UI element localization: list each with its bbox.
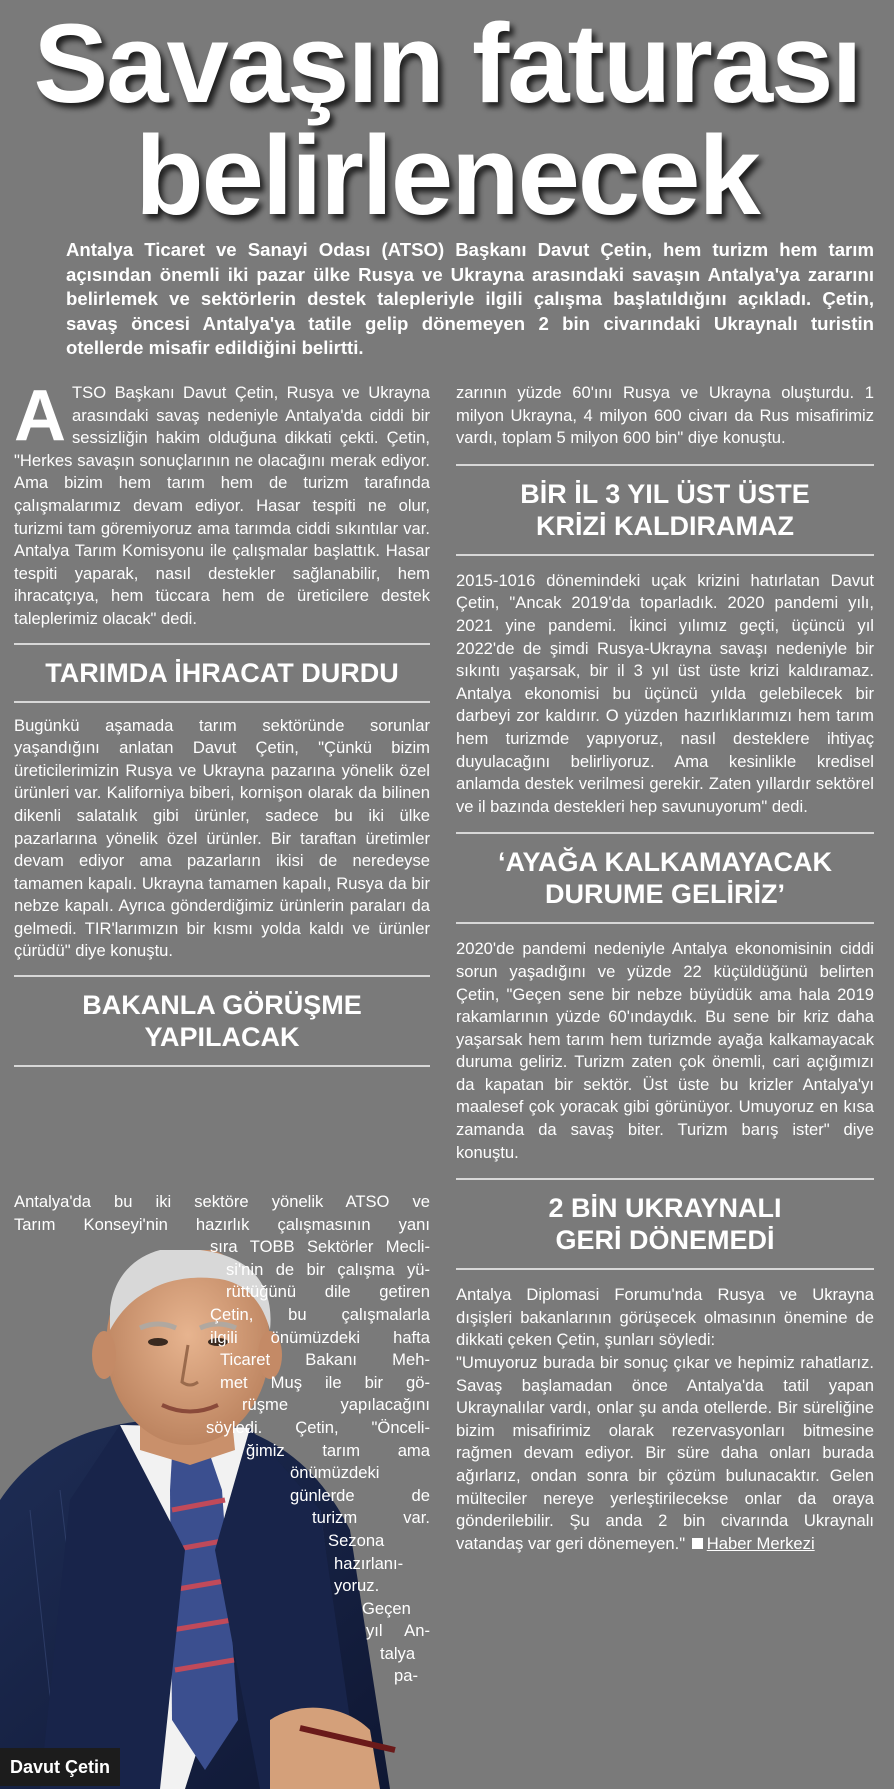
left-column (14, 376, 430, 1067)
wrap-line: yoruz. (334, 1576, 380, 1596)
section-rule (456, 554, 874, 556)
subheading-tarim: TARIMDA İHRACAT DURDU (45, 657, 399, 688)
section-rule (456, 922, 874, 924)
subheading-bakan (14, 977, 430, 1065)
wrap-line: sıra TOBB Sektörler Mecli- (210, 1237, 430, 1257)
drop-cap: A (14, 376, 66, 456)
subheading-bakan-line-1: BAKANLA GÖRÜŞME (82, 990, 362, 1021)
wrap-line: rüşme yapılacağını (242, 1395, 430, 1415)
wrap-line: Antalya'da bu iki sektöre yönelik ATSO ve (14, 1192, 430, 1211)
right-column (456, 382, 874, 1555)
intro-paragraph (14, 376, 430, 631)
subheading-ukrayna-line-1: 2 BİN UKRAYNALI (548, 1193, 782, 1224)
wrap-line: Tarım Konseyi'nin hazırlık çalışmasının yanı (14, 1214, 430, 1234)
headline-line-1: Savaşın faturası (33, 1, 861, 126)
wrap-line: pa- (394, 1666, 418, 1686)
wrap-line: Ticaret Bakanı Meh- (220, 1350, 430, 1370)
wrap-line: Geçen (362, 1598, 411, 1618)
subheading-kriz-line-2: KRİZİ KALDIRAMAZ (536, 510, 794, 541)
ukrayna-quote: "Umuyoruz burada bir sonuç çıkar ve hepimiz rahatlarız. Savaş başlamadan önce Antalya'da tatil yapan Ukraynalılar vardı, onlar şu anda otellerde. Bir süreliğine bizim misafirimiz olarak rezervasyonları bitmesine rağmen devam ediyor. Bir süre daha onları burada ağırlarız, ondan sonra bir çözüm bulunacaktır. Gelen mülteciler nereye yerleştirilecekse onlar da oraya gönderilebilir. Şu anda 2 bin civarında Ukraynalı vatandaş var geri dönemeyen." (456, 1353, 874, 1553)
wrap-line: ilgili önümüzdeki hafta (210, 1327, 430, 1347)
right-top-paragraph: zarının yüzde 60'ını Rusya ve Ukrayna oluşturdu. 1 milyon Ukrayna, 4 milyon 600 civarı da Rus misafirimiz vardı, toplam 5 milyon 600 bin" diye konuştu. (456, 383, 874, 448)
wrap-line: si'nin de bir çalışma yü- (226, 1259, 430, 1279)
ukrayna-paragraph-1: Antalya Diplomasi Forumu'nda Rusya ve Ukrayna dışişleri bakanlarının görüşecek olmasının önemine de dikkati çeken Çetin, şunları söyledi: (456, 1285, 874, 1350)
headline (0, 1, 894, 238)
lead-paragraph: Antalya Ticaret ve Sanayi Odası (ATSO) Başkanı Davut Çetin, hem turizm hem tarım açısından önemli iki pazar ülke Rusya ve Ukrayna arasındaki savaşın Antalya'ya zararını belirlemek ve sektörlerin destek talepleriyle ilgili çalışma başlatıldığını açıkladı. Çetin, savaş öncesi Antalya'ya tatile gelip dönemeyen 2 bin civarındaki Ukraynalı turistin otellerde misafir edildiğini belirtti. (66, 239, 874, 358)
intro-text: TSO Başkanı Davut Çetin, Rusya ve Ukrayna arasındaki savaş nedeniyle Antalya'da ciddi bir sessizliğin hakim olduğuna dikkati çekti. Çetin, "Herkes savaşın sonuçlarının ne olacağını merak ediyor. Ama bizim hem tarım hem de turizm tarafında çalışmalarımız devam ediyor. Hasar tespiti ne olur, turizmi tam göremiyoruz ama tarımda ciddi sıkıntılar var. Antalya Tarım Komisyonu ile çalışmalar başlattık. Hasar tespiti yaparak, nasıl destekler sağlanabilir, hem ihracatçıya, hem tüccara hem de üreticilere destek taleplerimiz olacak" dedi. (14, 383, 430, 628)
kriz-paragraph: 2015-1016 dönemindeki uçak krizini hatırlatan Davut Çetin, "Ancak 2019'da toparladık. 2020 pandemi yılı, 2021 yine pandemi. İkinci yılımız geçti, üçüncü yıl 2022'de de şimdi Rusya-Ukrayna savaşı nedeniyle bir sıkıntı yaşarsak, bir il 3 yıl üst üste krizi kaldıramaz. Antalya ekonomisi bu üçüncü yılda gelebilecek bir darbeyi zor kaldırır. O yüzden hazırlıklarımızı hem tarım hem turizmde yapıyoruz, nasıl desteklere ihtiyaç duyulacağını belirliyoruz. Ama kesinlikle kredisel anlamda destek verilmesi gerekir. Zaten yıllardır sektörel ve il bazında destekleri hep savunuyorum" dedi. (456, 570, 874, 816)
subheading-kriz (456, 466, 874, 554)
subheading-ayaga-line-2: DURUME GELİRİZ’ (545, 879, 785, 910)
subheading-ayaga (456, 834, 874, 922)
wrap-line: söyledi. Çetin, "Önceli- (206, 1417, 430, 1437)
subheading-kriz-line-1: BİR İL 3 YIL ÜST ÜSTE (520, 478, 810, 509)
wrap-line: önümüzdeki (290, 1463, 380, 1483)
ayaga-paragraph: 2020'de pandemi nedeniyle Antalya ekonomisinin ciddi sorun yaşadığını ve yüzde 22 küçüldüğünü belirten Çetin, "Geçen sene bir nebze büyüdük ama hala 2019 rakamlarının yüzde 60'ındaydık. Bu sene bir kriz daha yaşarsak hem tarım hem turizmde ayağa kalkamayacak duruma geliriz. Turizm zaten çok önemli, cari açığımızı da kapatan bir sektör. Üst üste bu krizler Antalya'yı maalesef çok yoracak gibi görünüyor. Umuyoruz en kısa zamanda da savaş biter. Turizm barış ister" diye konuştu. (456, 939, 874, 1162)
wrap-line: met Muş ile bir gö- (220, 1372, 430, 1392)
tarim-paragraph: Bugünkü aşamada tarım sektöründe sorunlar yaşandığını anlatan Davut Çetin, "Çünkü bizim üreticilerimizin Rusya ve Ukrayna pazarına yönelik özel ürünleri var. Kaliforniya biberi, kornişon olarak da bilinen dikenli salatalık gibi ürünler, sadece bu iki ülke pazarlarına yönelik özel ürünler. Bir taraftan üretimler devam ediyor ama pazarların ikisi de neredeyse tamamen kapalı. Ukrayna tamamen kapalı, Rusya da bir nebze kapalı. Ayrıca gönderdiğimiz ürünlerin paraları da gelmedi. TIR'larımızın bir kısmı yolda kaldı ve ürünler çürüdü" diye konuştu. (14, 715, 430, 961)
headline-line-2: belirlenecek (135, 113, 759, 238)
wrap-line: talya (380, 1643, 416, 1663)
signature-square-icon (692, 1538, 703, 1549)
ukrayna-paragraph-2 (456, 1352, 874, 1555)
wrap-line: Çetin, bu çalışmalarla (210, 1304, 430, 1324)
wrap-line: günlerde de (290, 1485, 430, 1505)
wrap-line: hazırlanı- (334, 1553, 404, 1573)
photo-caption: Davut Çetin (0, 1748, 120, 1786)
section-rule (456, 1268, 874, 1270)
byline: Haber Merkezi (706, 1533, 815, 1553)
subheading-ayaga-line-1: ‘AYAĞA KALKAMAYACAK (497, 847, 833, 878)
wrap-line: turizm var. (312, 1508, 430, 1528)
wrap-line: Sezona (328, 1530, 385, 1550)
subheading-ukrayna (456, 1180, 874, 1268)
wrap-line: yıl An- (366, 1621, 430, 1641)
wrap-line: rüttüğünü dile getiren (226, 1282, 430, 1302)
wrap-line: ğimiz tarım ama (246, 1440, 430, 1460)
subheading-ukrayna-line-2: GERİ DÖNEMEDİ (555, 1225, 775, 1256)
section-rule (14, 701, 430, 703)
subheading-bakan-line-2: YAPILACAK (144, 1022, 300, 1053)
section-rule (14, 1065, 430, 1067)
bakan-paragraph (14, 1191, 430, 1688)
